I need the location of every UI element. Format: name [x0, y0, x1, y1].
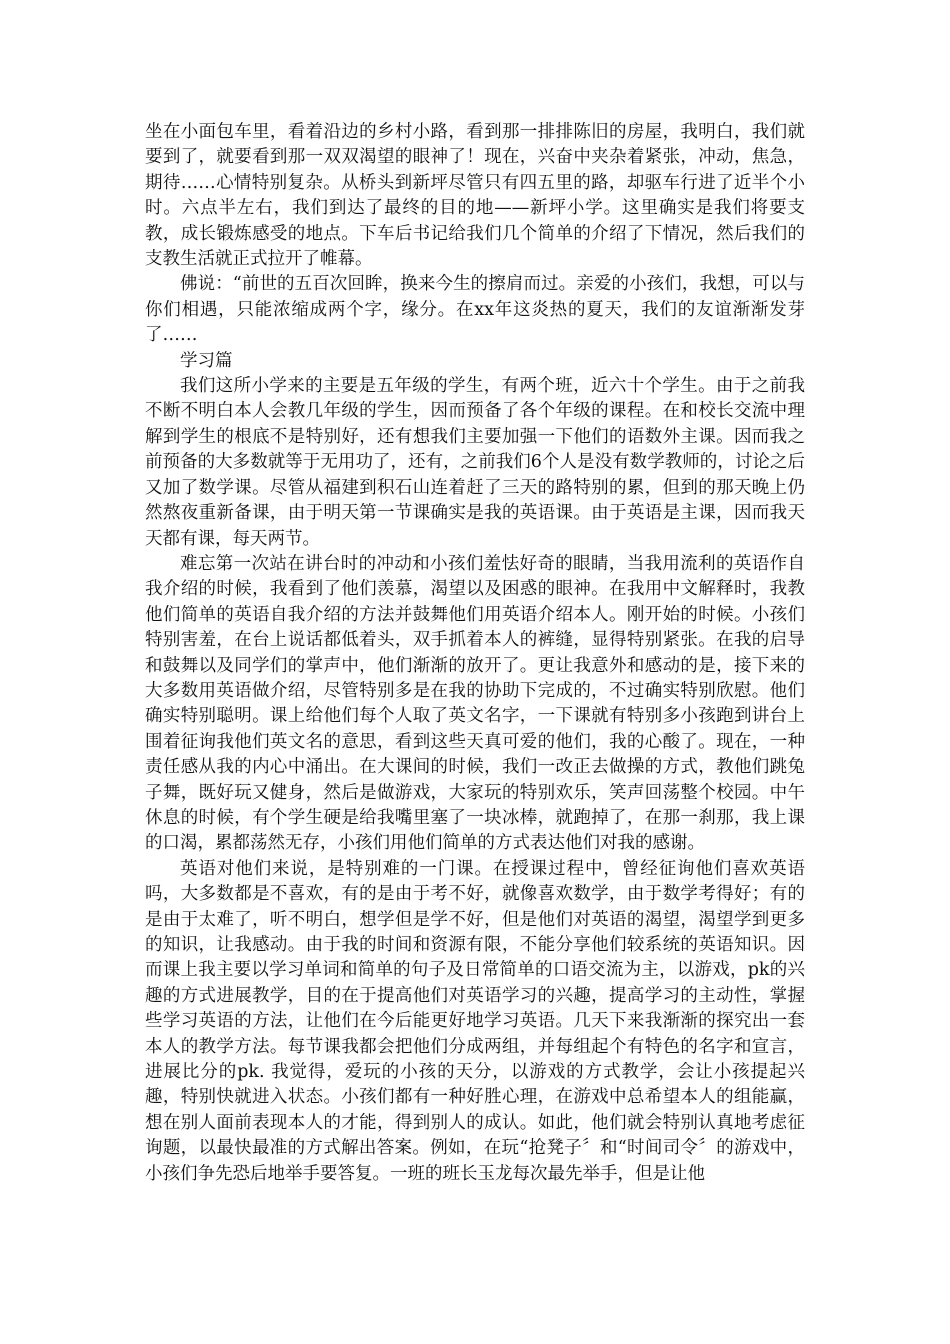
- section-heading-study: 学习篇: [180, 350, 233, 371]
- paragraph-english-teaching: 英语对他们来说，是特别难的一门课。在授课过程中，曾经征询他们喜欢英语吗，大多数都是不喜欢，有的是由于考不好，就像喜欢数学，由于数学考得好；有的是由于太难了，听不明白，想学但是学不好，但是他们对英语的渴望，渴望学到更多的知识，让我感动。由于我的时间和资源有限，不能分享他们较系统的英语知识。因而课上我主要以学习单词和简单的句子及日常简单的口语交流为主，以游戏，pk的兴趣的方式进展教学，目的在于提高他们对英语学习的兴趣，提高学习的主动性，掌握些学习英语的方法，让他们在今后能更好地学习英语。几天下来我渐渐的探究出一套本人的教学方法。每节课我都会把他们分成两组，并每组起个有特色的名字和宣言，进展比分的pk. 我觉得，爱玩的小孩的天分，以游戏的方式教学，会让小孩提起兴趣，特别快就进入状态。小孩们都有一种好胜心理，在游戏中总希望本人的组能赢，想在别人面前表现本人的才能，得到别人的成认。如此，他们就会特别认真地考虑征询题，以最快最准的方式解出答案。例如，在玩“抢凳子〞和“时间司令〞的游戏中，小孩们争先恐后地举手要答复。一班的班长玉龙每次最先举手，但是让他: [145, 858, 805, 1184]
- paragraph-arrival: 坐在小面包车里，看着沿边的乡村小路，看到那一排排陈旧的房屋，我明白，我们就要到了，就要看到那一双双渴望的眼神了！现在，兴奋中夹杂着紧张，冲动，焦急，期待……心情特别复杂。从桥头到新坪尽管只有四五里的路，却驱车行进了近半个小时。六点半左右，我们到达了最终的目的地——新坪小学。这里确实是我们将要支教，成长锻炼感受的地点。下车后书记给我们几个简单的介绍了下情况，然后我们的支教生活就正式拉开了帷幕。: [145, 122, 805, 270]
- paragraph-school-intro: 我们这所小学来的主要是五年级的学生，有两个班，近六十个学生。由于之前我不断不明白本人会教几年级的学生，因而预备了各个年级的课程。在和校长交流中理解到学生的根底不是特别好，还有想我们主要加强一下他们的语数外主课。因而我之前预备的大多数就等于无用功了，还有，之前我们6个人是没有数学教师的，讨论之后又加了数学课。尽管从福建到积石山连着赶了三天的路特别的累，但到的那天晚上仍然熬夜重新备课，由于明天第一节课确实是我的英语课。由于英语是主课，因而我天天都有课，每天两节。: [145, 376, 805, 549]
- document-body: [145, 120, 805, 1187]
- paragraph-first-class: 难忘第一次站在讲台时的冲动和小孩们羞怯好奇的眼睛，当我用流利的英语作自我介绍的时候，我看到了他们羡慕，渴望以及困惑的眼神。在我用中文解释时，我教他们简单的英语自我介绍的方法并鼓舞他们用英语介绍本人。刚开始的时候。小孩们特别害羞，在台上说话都低着头，双手抓着本人的裤缝，显得特别紧张。在我的启导和鼓舞以及同学们的掌声中，他们渐渐的放开了。更让我意外和感动的是，接下来的大多数用英语做介绍，尽管特别多是在我的协助下完成的，不过确实特别欣慰。他们确实特别聪明。课上给他们每个人取了英文名字，一下课就有特别多小孩跑到讲台上围着征询我他们英文名的意思，看到这些天真可爱的他们，我的心酸了。现在，一种责任感从我的内心中涌出。在大课间的时候，我们一改正去做操的方式，教他们跳兔子舞，既好玩又健身，然后是做游戏，大家玩的特别欢乐，笑声回荡整个校园。中午休息的时候，有个学生硬是给我嘴里塞了一块冰棒，就跑掉了，在那一刹那，我上课的口渴，累都荡然无存，小孩们用他们简单的方式表达他们对我的感谢。: [145, 553, 805, 854]
- paragraph-buddha-quote: 佛说：“前世的五百次回眸，换来今生的擦肩而过。亲爱的小孩们，我想，可以与你们相遇，只能浓缩成两个字，缘分。在xx年这炎热的夏天，我们的友谊渐渐发芽了……: [145, 274, 805, 346]
